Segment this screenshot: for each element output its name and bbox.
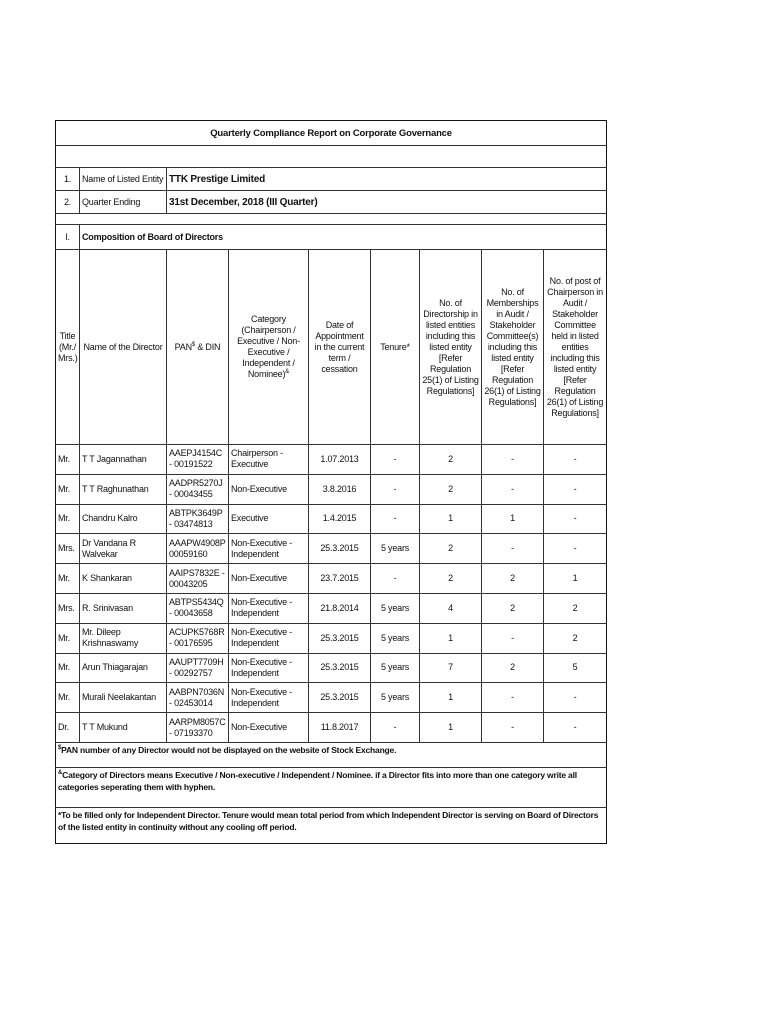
director-appointment-date: 1.07.2013 xyxy=(309,445,371,475)
director-category: Chairperson - Executive xyxy=(229,445,309,475)
director-tenure: - xyxy=(371,474,420,504)
note-tenure: *To be filled only for Independent Director. Tenure would mean total period from which Independent Director is serving on Board of Directors of the listed entity in continuity without any cooling off period. xyxy=(56,807,607,843)
header-name: Name of the Director xyxy=(80,250,167,445)
director-directorships: 2 xyxy=(420,445,482,475)
director-name: T T Raghunathan xyxy=(80,474,167,504)
director-row xyxy=(56,623,607,653)
director-directorships: 2 xyxy=(420,534,482,564)
director-category: Non-Executive xyxy=(229,713,309,743)
report-title: Quarterly Compliance Report on Corporate Governance xyxy=(56,121,607,146)
director-title: Dr. xyxy=(56,713,80,743)
entity-value: TTK Prestige Limited xyxy=(167,168,607,191)
director-pan-din: AADPR5270J - 00043455 xyxy=(167,474,229,504)
header-directorships: No. of Directorship in listed entities including this listed entity [Refer Regulation 25(1) of Listing Regulations] xyxy=(420,250,482,445)
director-pan-din: ABTPS5434Q - 00043658 xyxy=(167,593,229,623)
director-appointment-date: 25.3.2015 xyxy=(309,534,371,564)
director-appointment-date: 25.3.2015 xyxy=(309,683,371,713)
director-chair-posts: 2 xyxy=(544,623,607,653)
director-category: Non-Executive - Independent xyxy=(229,653,309,683)
director-appointment-date: 25.3.2015 xyxy=(309,623,371,653)
director-memberships: - xyxy=(482,534,544,564)
director-memberships: 2 xyxy=(482,653,544,683)
director-category: Non-Executive xyxy=(229,474,309,504)
director-name: T T Mukund xyxy=(80,713,167,743)
director-memberships: 2 xyxy=(482,593,544,623)
director-rows xyxy=(56,445,607,743)
quarter-number: 2. xyxy=(56,191,80,214)
director-appointment-date: 1.4.2015 xyxy=(309,504,371,534)
director-appointment-date: 21.8.2014 xyxy=(309,593,371,623)
director-tenure: 5 years xyxy=(371,534,420,564)
director-directorships: 7 xyxy=(420,653,482,683)
director-title: Mr. xyxy=(56,564,80,594)
director-name: Chandru Kalro xyxy=(80,504,167,534)
header-title: Title (Mr./ Mrs.) xyxy=(56,250,80,445)
director-name: Murali Neelakantan xyxy=(80,683,167,713)
director-category: Non-Executive - Independent xyxy=(229,623,309,653)
governance-table xyxy=(55,120,607,844)
quarter-value: 31st December, 2018 (III Quarter) xyxy=(167,191,607,214)
director-category: Non-Executive - Independent xyxy=(229,683,309,713)
spacer-row xyxy=(56,146,607,168)
director-category: Non-Executive - Independent xyxy=(229,593,309,623)
director-row xyxy=(56,474,607,504)
director-memberships: 2 xyxy=(482,564,544,594)
compliance-report-sheet xyxy=(55,120,606,844)
director-memberships: - xyxy=(482,445,544,475)
director-chair-posts: - xyxy=(544,504,607,534)
director-directorships: 1 xyxy=(420,683,482,713)
director-pan-din: AAAPW4908P 00059160 xyxy=(167,534,229,564)
header-tenure: Tenure* xyxy=(371,250,420,445)
director-title: Mr. xyxy=(56,474,80,504)
director-chair-posts: - xyxy=(544,445,607,475)
director-chair-posts: 2 xyxy=(544,593,607,623)
director-pan-din: AAEPJ4154C - 00191522 xyxy=(167,445,229,475)
header-row xyxy=(56,250,607,445)
director-category: Executive xyxy=(229,504,309,534)
director-row xyxy=(56,504,607,534)
director-chair-posts: 1 xyxy=(544,564,607,594)
director-pan-din: ACUPK5768R - 00176595 xyxy=(167,623,229,653)
header-pan: PAN$ & DIN xyxy=(167,250,229,445)
director-category: Non-Executive - Independent xyxy=(229,534,309,564)
header-memberships: No. of Memberships in Audit / Stakeholder Committee(s) including this listed entity [Refer Regulation 26(1) of Listing Regulations] xyxy=(482,250,544,445)
director-pan-din: AAIPS7832E - 00043205 xyxy=(167,564,229,594)
director-memberships: - xyxy=(482,683,544,713)
director-title: Mr. xyxy=(56,504,80,534)
director-directorships: 1 xyxy=(420,504,482,534)
director-row xyxy=(56,653,607,683)
director-tenure: 5 years xyxy=(371,683,420,713)
director-tenure: 5 years xyxy=(371,593,420,623)
director-tenure: - xyxy=(371,564,420,594)
director-category: Non-Executive xyxy=(229,564,309,594)
director-appointment-date: 11.8.2017 xyxy=(309,713,371,743)
director-name: Mr. Dileep Krishnaswamy xyxy=(80,623,167,653)
section-number: I. xyxy=(56,225,80,250)
director-directorships: 2 xyxy=(420,474,482,504)
director-appointment-date: 25.3.2015 xyxy=(309,653,371,683)
director-tenure: - xyxy=(371,445,420,475)
director-title: Mr. xyxy=(56,683,80,713)
header-category: Category (Chairperson / Executive / Non-Executive / Independent / Nominee)& xyxy=(229,250,309,445)
note-category: &Category of Directors means Executive / Non-executive / Independent / Nominee. if a Director fits into more than one category write all categories seperating them with hyphen. xyxy=(56,767,607,807)
director-row xyxy=(56,683,607,713)
director-title: Mr. xyxy=(56,653,80,683)
director-name: Dr Vandana R Walvekar xyxy=(80,534,167,564)
director-name: R. Srinivasan xyxy=(80,593,167,623)
director-title: Mrs. xyxy=(56,593,80,623)
director-title: Mr. xyxy=(56,445,80,475)
director-name: Arun Thiagarajan xyxy=(80,653,167,683)
director-chair-posts: 5 xyxy=(544,653,607,683)
director-memberships: 1 xyxy=(482,504,544,534)
director-row xyxy=(56,593,607,623)
director-appointment-date: 3.8.2016 xyxy=(309,474,371,504)
director-pan-din: AABPN7036N - 02453014 xyxy=(167,683,229,713)
header-date: Date of Appointment in the current term / cessation xyxy=(309,250,371,445)
director-memberships: - xyxy=(482,623,544,653)
director-tenure: 5 years xyxy=(371,653,420,683)
director-tenure: - xyxy=(371,504,420,534)
director-title: Mr. xyxy=(56,623,80,653)
director-pan-din: AAUPT7709H - 00292757 xyxy=(167,653,229,683)
section-heading: Composition of Board of Directors xyxy=(80,225,607,250)
director-directorships: 4 xyxy=(420,593,482,623)
director-tenure: - xyxy=(371,713,420,743)
director-name: K Shankaran xyxy=(80,564,167,594)
director-chair-posts: - xyxy=(544,474,607,504)
director-directorships: 1 xyxy=(420,713,482,743)
director-row xyxy=(56,445,607,475)
director-memberships: - xyxy=(482,474,544,504)
director-pan-din: ABTPK3649P - 03474813 xyxy=(167,504,229,534)
entity-label: Name of Listed Entity xyxy=(80,168,167,191)
director-title: Mrs. xyxy=(56,534,80,564)
director-name: T T Jagannathan xyxy=(80,445,167,475)
director-memberships: - xyxy=(482,713,544,743)
quarter-label: Quarter Ending xyxy=(80,191,167,214)
director-directorships: 2 xyxy=(420,564,482,594)
note-pan: $PAN number of any Director would not be displayed on the website of Stock Exchange. xyxy=(56,742,607,767)
director-chair-posts: - xyxy=(544,534,607,564)
header-chairperson: No. of post of Chairperson in Audit / Stakeholder Committee held in listed entities including this listed entity [Refer Regulation 26(1) of Listing Regulations] xyxy=(544,250,607,445)
director-appointment-date: 23.7.2015 xyxy=(309,564,371,594)
director-row xyxy=(56,713,607,743)
entity-number: 1. xyxy=(56,168,80,191)
director-directorships: 1 xyxy=(420,623,482,653)
director-tenure: 5 years xyxy=(371,623,420,653)
director-row xyxy=(56,564,607,594)
director-chair-posts: - xyxy=(544,683,607,713)
director-pan-din: AARPM8057C - 07193370 xyxy=(167,713,229,743)
spacer-row xyxy=(56,214,607,225)
director-chair-posts: - xyxy=(544,713,607,743)
director-row xyxy=(56,534,607,564)
